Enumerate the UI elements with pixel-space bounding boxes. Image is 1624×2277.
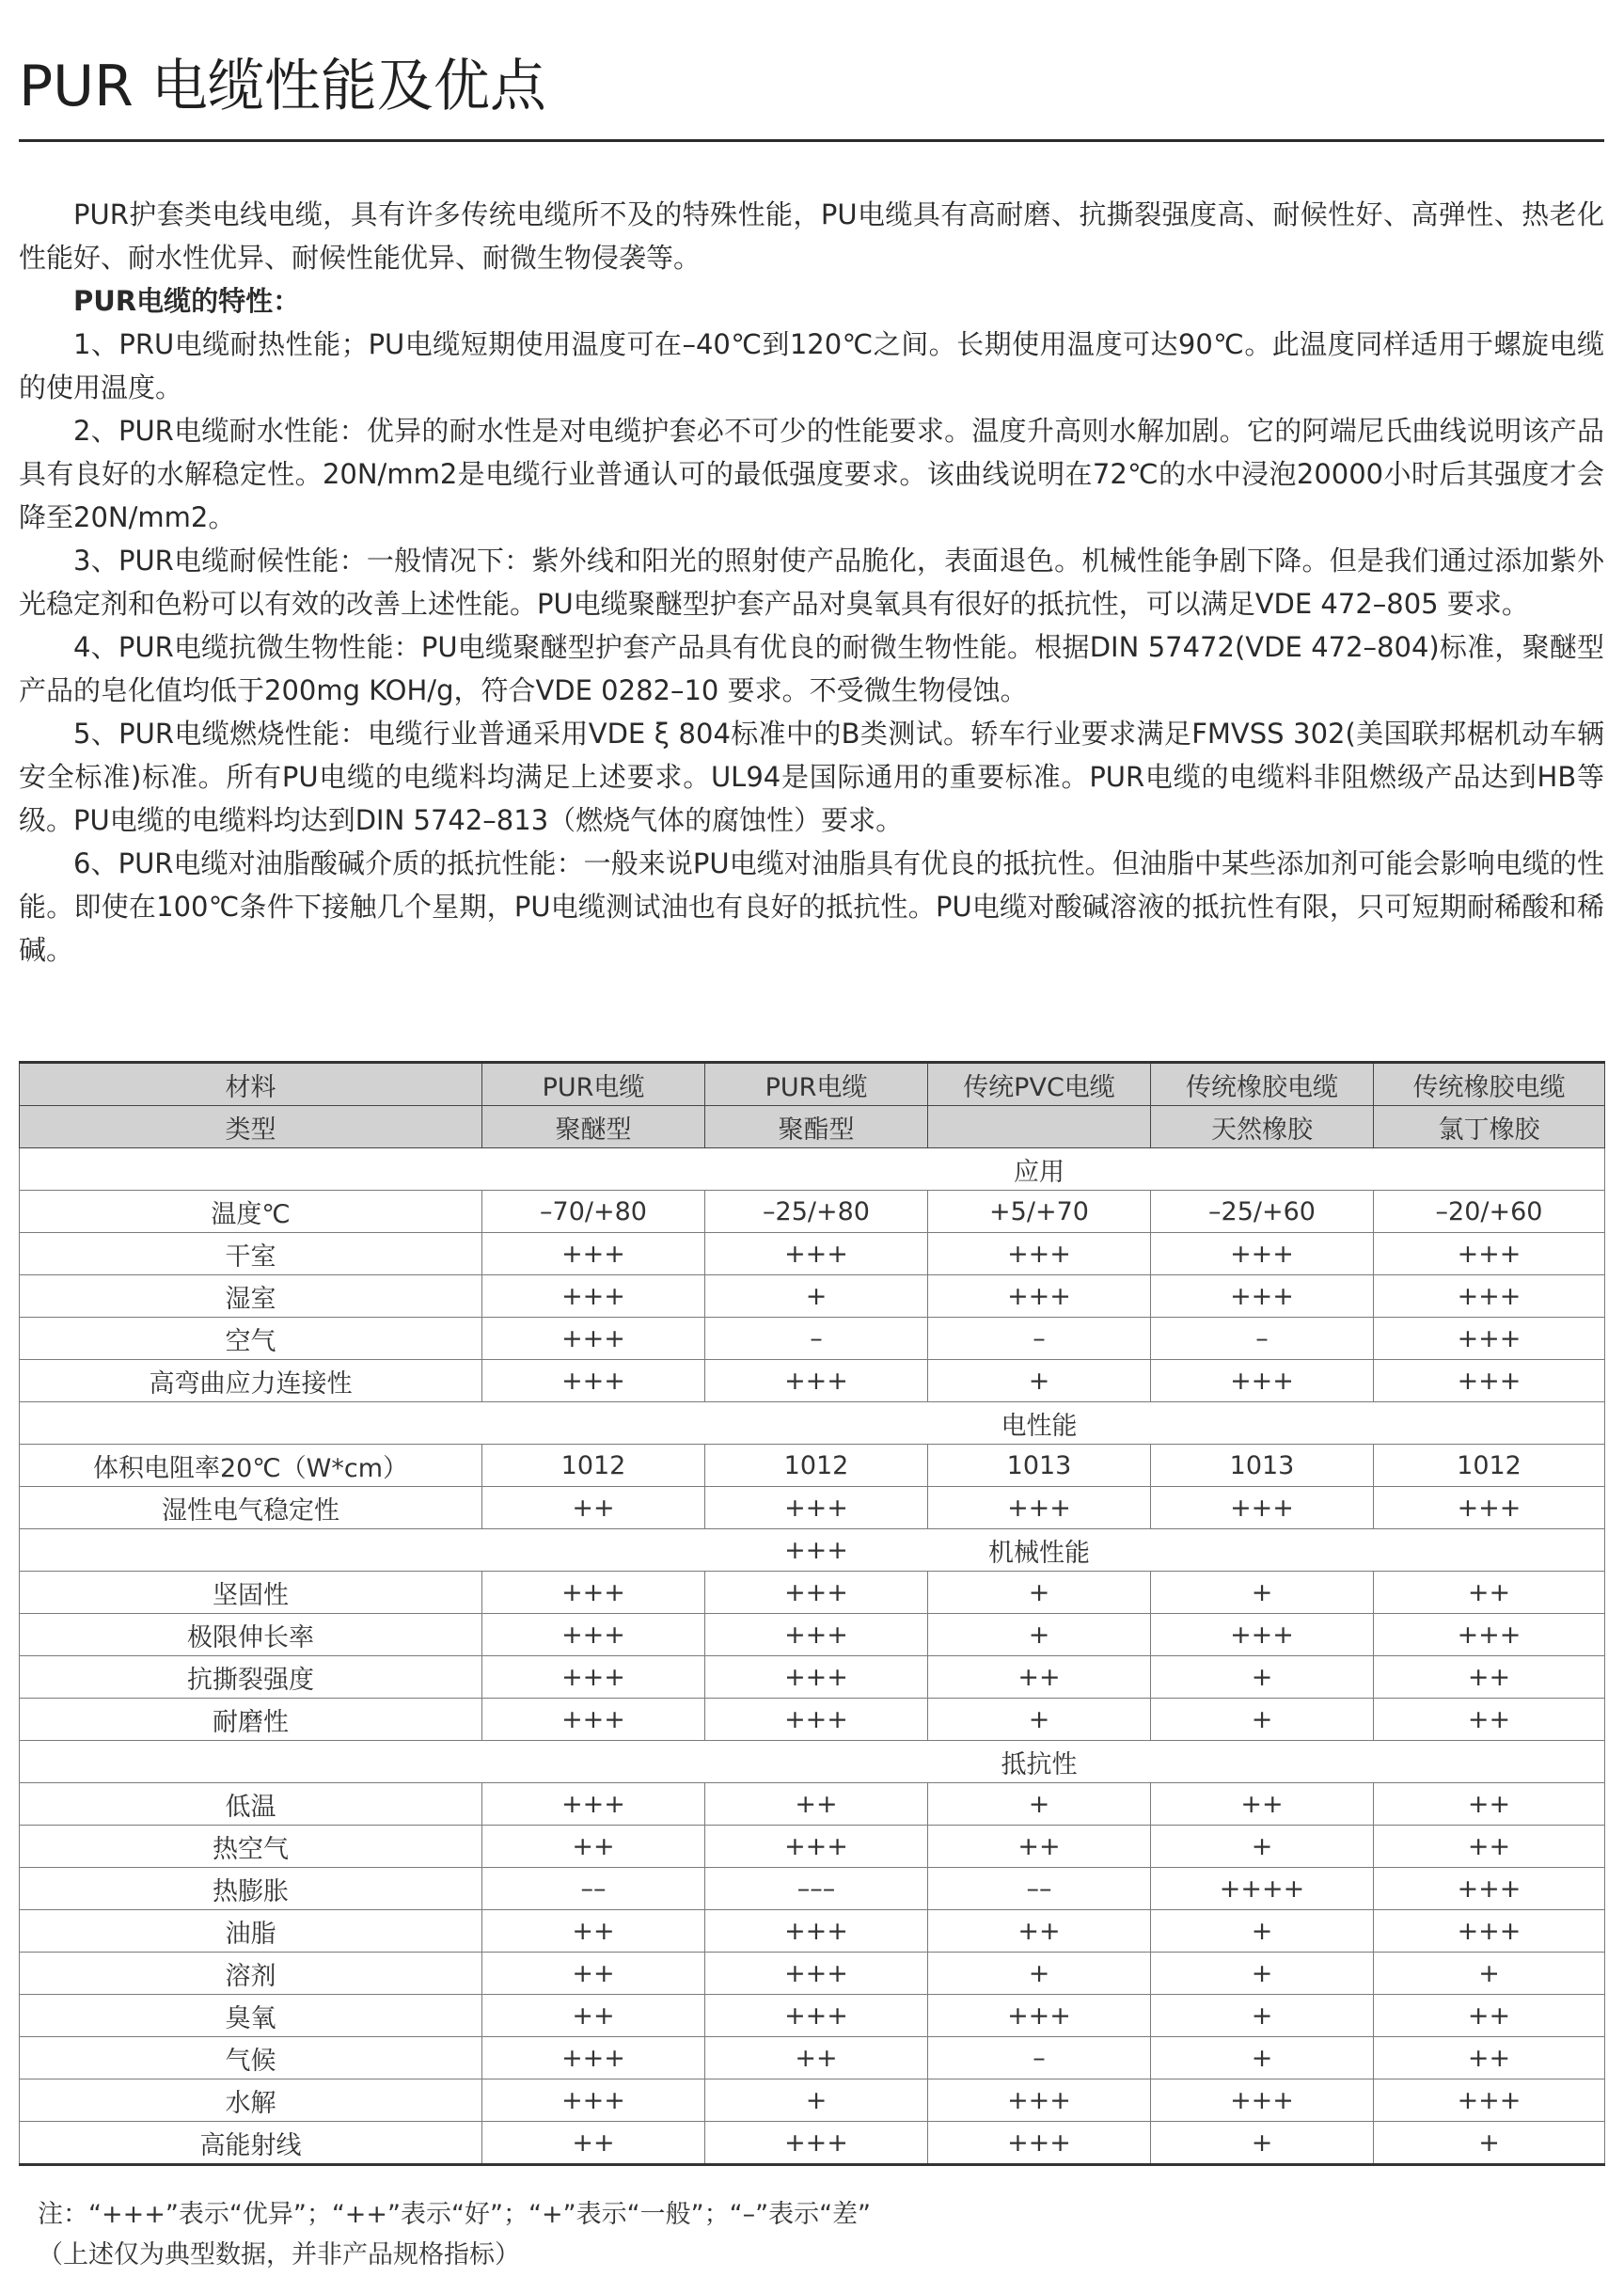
rating-cell: +++ bbox=[705, 1910, 928, 1953]
rating-cell: + bbox=[1151, 1699, 1374, 1741]
table-row bbox=[20, 2122, 1605, 2165]
rating-cell: ––– bbox=[705, 1868, 928, 1910]
rating-cell: +++ bbox=[1151, 1614, 1374, 1656]
rating-cell: + bbox=[928, 1783, 1151, 1826]
rating-cell: –– bbox=[928, 1868, 1151, 1910]
row-label-cell: 高能射线 bbox=[20, 2122, 482, 2165]
section-row bbox=[20, 1529, 1605, 1572]
section-empty-cell bbox=[482, 1402, 705, 1445]
rating-cell: +++ bbox=[1374, 1275, 1605, 1318]
rating-cell: –25/+80 bbox=[705, 1191, 928, 1233]
table-row bbox=[20, 1360, 1605, 1402]
table-row bbox=[20, 1191, 1605, 1233]
table-row bbox=[20, 1487, 1605, 1529]
rating-cell: +++ bbox=[1374, 1910, 1605, 1953]
section-empty-cell bbox=[20, 1402, 482, 1445]
table-row bbox=[20, 1614, 1605, 1656]
rating-cell: – bbox=[1151, 1318, 1374, 1360]
row-label-cell: 热膨胀 bbox=[20, 1868, 482, 1910]
table-row bbox=[20, 1826, 1605, 1868]
section-empty-cell bbox=[1374, 1402, 1605, 1445]
header-cell bbox=[928, 1106, 1151, 1148]
rating-cell: +++ bbox=[705, 1572, 928, 1614]
rating-cell: +++ bbox=[705, 1360, 928, 1402]
rating-cell: +++ bbox=[482, 1783, 705, 1826]
section-empty-cell bbox=[482, 1529, 705, 1572]
section-pre-cell: +++ bbox=[705, 1529, 928, 1572]
rating-cell: +++ bbox=[928, 2079, 1151, 2122]
properties-table bbox=[19, 1061, 1605, 2166]
rating-cell: +++ bbox=[482, 1699, 705, 1741]
rating-cell: + bbox=[1151, 1953, 1374, 1995]
rating-cell: +++ bbox=[705, 1699, 928, 1741]
rating-cell: + bbox=[705, 1275, 928, 1318]
paragraph-water: 2、PUR电缆耐水性能：优异的耐水性是对电缆护套必不可少的性能要求。温度升高则水解加剧。它的阿端尼氏曲线说明该产品具有良好的水解稳定性。20N/mm2是电缆行业普通认可的最低强度要求。该曲线说明在72℃的水中浸泡20000小时后其强度才会降至20N/mm2。 bbox=[19, 415, 1604, 533]
row-label-cell: 臭氧 bbox=[20, 1995, 482, 2037]
rating-cell: + bbox=[1151, 1995, 1374, 2037]
rating-cell: ++ bbox=[1374, 1995, 1605, 2037]
rating-cell: +++ bbox=[482, 1614, 705, 1656]
section-empty-cell bbox=[1374, 1529, 1605, 1572]
rating-cell: + bbox=[1151, 1572, 1374, 1614]
section-empty-cell bbox=[20, 1148, 482, 1191]
header-cell: 传统橡胶电缆 bbox=[1151, 1063, 1374, 1106]
rating-cell: + bbox=[1151, 1910, 1374, 1953]
rating-cell: + bbox=[1151, 1826, 1374, 1868]
section-title: 机械性能 bbox=[928, 1529, 1151, 1572]
row-label-cell: 热空气 bbox=[20, 1826, 482, 1868]
rating-cell: 1012 bbox=[705, 1445, 928, 1487]
rating-cell: +++ bbox=[482, 1572, 705, 1614]
rating-cell: – bbox=[928, 1318, 1151, 1360]
rating-cell: + bbox=[1151, 2122, 1374, 2165]
row-label-cell: 干室 bbox=[20, 1233, 482, 1275]
rating-cell: +++ bbox=[1151, 2079, 1374, 2122]
table-row bbox=[20, 2037, 1605, 2079]
section-empty-cell bbox=[482, 1148, 705, 1191]
row-label-cell: 耐磨性 bbox=[20, 1699, 482, 1741]
legend-note: 注：“+++”表示“优异”；“++”表示“好”；“+”表示“一般”；“–”表示“差” bbox=[38, 2200, 872, 2229]
rating-cell: ++ bbox=[482, 1995, 705, 2037]
rating-cell: +++ bbox=[1374, 1868, 1605, 1910]
table-row bbox=[20, 1572, 1605, 1614]
rating-cell: +++ bbox=[482, 1233, 705, 1275]
rating-cell: + bbox=[928, 1360, 1151, 1402]
section-title: 电性能 bbox=[928, 1402, 1151, 1445]
section-empty-cell bbox=[1151, 1402, 1374, 1445]
rating-cell: ++ bbox=[482, 1910, 705, 1953]
row-label-cell: 溶剂 bbox=[20, 1953, 482, 1995]
rating-cell: ++ bbox=[705, 1783, 928, 1826]
intro-text bbox=[19, 193, 1604, 972]
rating-cell: + bbox=[1374, 1953, 1605, 1995]
rating-cell: +++ bbox=[1374, 1360, 1605, 1402]
rating-cell: +++ bbox=[482, 1656, 705, 1699]
rating-cell: +++ bbox=[928, 1487, 1151, 1529]
row-label-cell: 温度℃ bbox=[20, 1191, 482, 1233]
rating-cell: +++ bbox=[1374, 2079, 1605, 2122]
row-label-cell: 极限伸长率 bbox=[20, 1614, 482, 1656]
paragraph-weather: 3、PUR电缆耐候性能：一般情况下：紫外线和阳光的照射使产品脆化，表面退色。机械性能争剧下降。但是我们通过添加紫外光稳定剂和色粉可以有效的改善上述性能。PU电缆聚醚型护套产品对臭氧具有很好的抵抗性，可以满足VDE 472–805 要求。 bbox=[19, 545, 1604, 620]
rating-cell: ++ bbox=[482, 1826, 705, 1868]
rating-cell: – bbox=[705, 1318, 928, 1360]
rating-cell: ++ bbox=[1374, 2037, 1605, 2079]
rating-cell: +5/+70 bbox=[928, 1191, 1151, 1233]
rating-cell: +++ bbox=[705, 1826, 928, 1868]
section-empty-cell bbox=[1374, 1148, 1605, 1191]
rating-cell: +++ bbox=[928, 1275, 1151, 1318]
table-row bbox=[20, 2079, 1605, 2122]
header-cell: PUR电缆 bbox=[705, 1063, 928, 1106]
section-empty-cell bbox=[1374, 1741, 1605, 1783]
rating-cell: ++ bbox=[1374, 1656, 1605, 1699]
rating-cell: + bbox=[928, 1953, 1151, 1995]
table-row bbox=[20, 1783, 1605, 1826]
rating-cell: ++++ bbox=[1151, 1868, 1374, 1910]
rating-cell: +++ bbox=[705, 2122, 928, 2165]
rating-cell: +++ bbox=[705, 1614, 928, 1656]
header-cell: 天然橡胶 bbox=[1151, 1106, 1374, 1148]
rating-cell: + bbox=[1151, 1656, 1374, 1699]
header-cell: 聚醚型 bbox=[482, 1106, 705, 1148]
section-pre-cell bbox=[705, 1402, 928, 1445]
rating-cell: + bbox=[928, 1614, 1151, 1656]
table-header-row bbox=[20, 1063, 1605, 1106]
header-cell: PUR电缆 bbox=[482, 1063, 705, 1106]
table-row bbox=[20, 1445, 1605, 1487]
rating-cell: +++ bbox=[705, 1233, 928, 1275]
rating-cell: –20/+60 bbox=[1374, 1191, 1605, 1233]
row-label-cell: 水解 bbox=[20, 2079, 482, 2122]
disclaimer-note: （上述仅为典型数据，并非产品规格指标） bbox=[38, 2240, 520, 2269]
section-pre-cell bbox=[705, 1741, 928, 1783]
paragraph-subheading: PUR电缆的特性： bbox=[73, 285, 301, 317]
rating-cell: +++ bbox=[928, 1233, 1151, 1275]
paragraph-oil: 6、PUR电缆对油脂酸碱介质的抵抗性能：一般来说PU电缆对油脂具有优良的抵抗性。但油脂中某些添加剂可能会影响电缆的性能。即使在100℃条件下接触几个星期，PU电缆测试油也有良好的抵抗性。PU电缆对酸碱溶液的抵抗性有限，只可短期耐稀酸和稀碱。 bbox=[19, 847, 1604, 966]
rating-cell: + bbox=[1151, 2037, 1374, 2079]
section-title: 抵抗性 bbox=[928, 1741, 1151, 1783]
rating-cell: +++ bbox=[1374, 1614, 1605, 1656]
section-empty-cell bbox=[20, 1741, 482, 1783]
rating-cell: +++ bbox=[928, 2122, 1151, 2165]
rating-cell: +++ bbox=[705, 1995, 928, 2037]
rating-cell: ++ bbox=[928, 1910, 1151, 1953]
rating-cell: ++ bbox=[482, 2122, 705, 2165]
rating-cell: +++ bbox=[482, 2079, 705, 2122]
section-empty-cell bbox=[482, 1741, 705, 1783]
title-divider bbox=[19, 139, 1604, 142]
rating-cell: + bbox=[1374, 2122, 1605, 2165]
row-label-cell: 体积电阻率20℃（W*cm） bbox=[20, 1445, 482, 1487]
rating-cell: +++ bbox=[705, 1487, 928, 1529]
rating-cell: +++ bbox=[482, 1360, 705, 1402]
rating-cell: 1013 bbox=[1151, 1445, 1374, 1487]
table-row bbox=[20, 1910, 1605, 1953]
rating-cell: ++ bbox=[1374, 1783, 1605, 1826]
table-header-row bbox=[20, 1106, 1605, 1148]
rating-cell: ++ bbox=[1374, 1699, 1605, 1741]
section-row bbox=[20, 1148, 1605, 1191]
section-row bbox=[20, 1741, 1605, 1783]
rating-cell: – bbox=[928, 2037, 1151, 2079]
table-row bbox=[20, 1318, 1605, 1360]
rating-cell: –– bbox=[482, 1868, 705, 1910]
rating-cell: + bbox=[928, 1572, 1151, 1614]
row-label-cell: 抗撕裂强度 bbox=[20, 1656, 482, 1699]
rating-cell: +++ bbox=[482, 1275, 705, 1318]
row-label-cell: 湿性电气稳定性 bbox=[20, 1487, 482, 1529]
section-empty-cell bbox=[1151, 1529, 1374, 1572]
rating-cell: ++ bbox=[482, 1953, 705, 1995]
paragraph-fire: 5、PUR电缆燃烧性能：电缆行业普通采用VDE ξ 804标准中的B类测试。轿车行业要求满足FMVSS 302(美国联邦椐机动车辆安全标准)标准。所有PU电缆的电缆料均满足上述要求。UL94是国际通用的重要标准。PUR电缆的电缆料非阻燃级产品达到HB等级。PU电缆的电缆料均达到DIN 5742–813（燃烧气体的腐蚀性）要求。 bbox=[19, 718, 1604, 836]
rating-cell: +++ bbox=[482, 2037, 705, 2079]
paragraph-microbe: 4、PUR电缆抗微生物性能：PU电缆聚醚型护套产品具有优良的耐微生物性能。根据DIN 57472(VDE 472–804)标准，聚醚型产品的皂化值均低于200mg KOH/g，符合VDE 0282–10 要求。不受微生物侵蚀。 bbox=[19, 631, 1604, 706]
row-label-cell: 坚固性 bbox=[20, 1572, 482, 1614]
section-row bbox=[20, 1402, 1605, 1445]
rating-cell: +++ bbox=[1151, 1360, 1374, 1402]
rating-cell: ++ bbox=[928, 1826, 1151, 1868]
table-row bbox=[20, 1275, 1605, 1318]
table-row bbox=[20, 1868, 1605, 1910]
rating-cell: 1013 bbox=[928, 1445, 1151, 1487]
rating-cell: +++ bbox=[1151, 1487, 1374, 1529]
row-label-cell: 湿室 bbox=[20, 1275, 482, 1318]
row-label-cell: 高弯曲应力连接性 bbox=[20, 1360, 482, 1402]
paragraph-heat: 1、PRU电缆耐热性能；PU电缆短期使用温度可在–40℃到120℃之间。长期使用温度可达90℃。此温度同样适用于螺旋电缆的使用温度。 bbox=[19, 328, 1604, 403]
rating-cell: +++ bbox=[1151, 1233, 1374, 1275]
table-row bbox=[20, 1953, 1605, 1995]
rating-cell: ++ bbox=[1374, 1826, 1605, 1868]
rating-cell: ++ bbox=[482, 1487, 705, 1529]
rating-cell: + bbox=[705, 2079, 928, 2122]
header-label-cell: 材料 bbox=[20, 1063, 482, 1106]
section-pre-cell bbox=[705, 1148, 928, 1191]
row-label-cell: 气候 bbox=[20, 2037, 482, 2079]
page-title: PUR 电缆性能及优点 bbox=[19, 54, 546, 119]
rating-cell: + bbox=[928, 1699, 1151, 1741]
section-empty-cell bbox=[1151, 1741, 1374, 1783]
rating-cell: +++ bbox=[1374, 1233, 1605, 1275]
rating-cell: +++ bbox=[705, 1656, 928, 1699]
table-row bbox=[20, 1233, 1605, 1275]
section-empty-cell bbox=[20, 1529, 482, 1572]
rating-cell: +++ bbox=[482, 1318, 705, 1360]
rating-cell: +++ bbox=[1374, 1318, 1605, 1360]
rating-cell: ++ bbox=[1151, 1783, 1374, 1826]
rating-cell: 1012 bbox=[482, 1445, 705, 1487]
rating-cell: ++ bbox=[928, 1656, 1151, 1699]
table-row bbox=[20, 1699, 1605, 1741]
header-cell: 聚酯型 bbox=[705, 1106, 928, 1148]
row-label-cell: 低温 bbox=[20, 1783, 482, 1826]
rating-cell: ++ bbox=[705, 2037, 928, 2079]
header-cell: 传统PVC电缆 bbox=[928, 1063, 1151, 1106]
rating-cell: 1012 bbox=[1374, 1445, 1605, 1487]
table-row bbox=[20, 1995, 1605, 2037]
header-cell: 传统橡胶电缆 bbox=[1374, 1063, 1605, 1106]
row-label-cell: 油脂 bbox=[20, 1910, 482, 1953]
rating-cell: +++ bbox=[1374, 1487, 1605, 1529]
paragraph-intro: PUR护套类电线电缆，具有许多传统电缆所不及的特殊性能，PU电缆具有高耐磨、抗撕裂强度高、耐候性好、高弹性、热老化性能好、耐水性优异、耐候性能优异、耐微生物侵袭等。 bbox=[19, 198, 1604, 274]
row-label-cell: 空气 bbox=[20, 1318, 482, 1360]
rating-cell: +++ bbox=[928, 1995, 1151, 2037]
rating-cell: ++ bbox=[1374, 1572, 1605, 1614]
header-cell: 氯丁橡胶 bbox=[1374, 1106, 1605, 1148]
header-label-cell: 类型 bbox=[20, 1106, 482, 1148]
rating-cell: –25/+60 bbox=[1151, 1191, 1374, 1233]
rating-cell: +++ bbox=[1151, 1275, 1374, 1318]
section-title: 应用 bbox=[928, 1148, 1151, 1191]
table-row bbox=[20, 1656, 1605, 1699]
section-empty-cell bbox=[1151, 1148, 1374, 1191]
rating-cell: –70/+80 bbox=[482, 1191, 705, 1233]
rating-cell: +++ bbox=[705, 1953, 928, 1995]
